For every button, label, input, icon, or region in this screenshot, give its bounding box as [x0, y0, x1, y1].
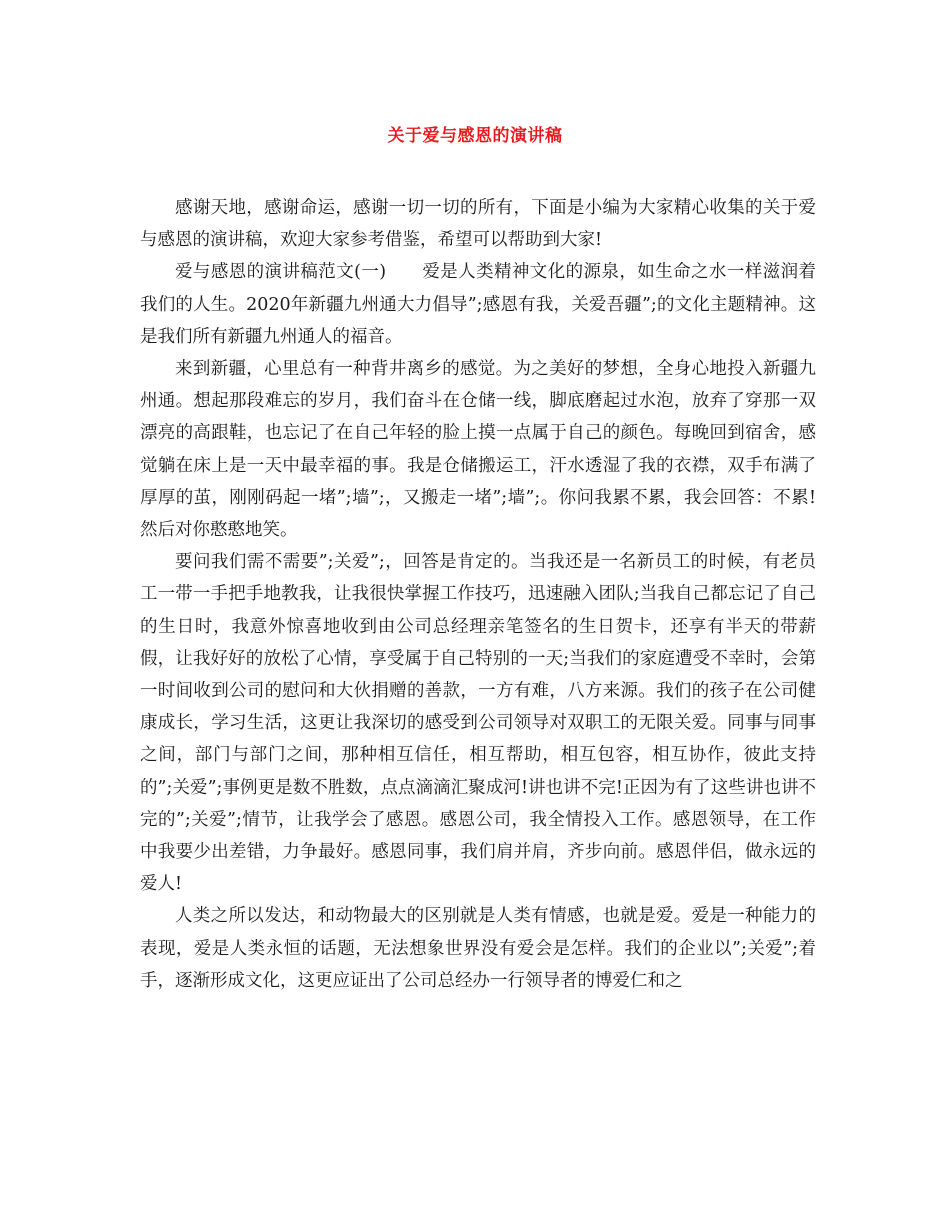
paragraph-intro: 感谢天地，感谢命运，感谢一切一切的所有，下面是小编为大家精心收集的关于爱与感恩的演讲稿，欢迎大家参考借鉴，希望可以帮助到大家!	[140, 198, 816, 251]
document-title: 关于爱与感恩的演讲稿	[387, 126, 563, 146]
paragraph-care: 要问我们需不需要”;关爱”;，回答是肯定的。当我还是一名新员工的时候，有老员工一带一手把手地教我，让我很快掌握工作技巧，迅速融入团队;当我自己都忘记了自己的生日时，我意外惊喜地收到由公司总经理亲笔签名的生日贺卡，还享有半天的带薪假，让我好好的放松了心情，享受属于自己特别的一天;当我们的家庭遭受不幸时，会第一时间收到公司的慰问和大伙捐赠的善款，一方有难，八方来源。我们的孩子在公司健康成长，学习生活，这更让我深切的感受到公司领导对双职工的无限关爱。同事与同事之间，部门与部门之间，那种相互信任，相互帮助，相互包容，相互协作，彼此支持的”;关爱”;事例更是数不胜数，点点滴滴汇聚成河!讲也讲不完!正因为有了这些讲也讲不完的”;关爱”;情节，让我学会了感恩。感恩公司，我全情投入工作。感恩领导，在工作中我要少出差错，力争最好。感恩同事，我们肩并肩，齐步向前。感恩伴侣，做永远的爱人!	[140, 552, 816, 895]
paragraph-xinjiang: 来到新疆，心里总有一种背井离乡的感觉。为之美好的梦想，全身心地投入新疆九州通。想起那段难忘的岁月，我们奋斗在仓储一线，脚底磨起过水泡，放弃了穿那一双漂亮的高跟鞋，也忘记了在自己年轻的脸上摸一点属于自己的颜色。每晚回到宿舍，感觉躺在床上是一天中最幸福的事。我是仓储搬运工，汗水透湿了我的衣襟，双手布满了厚厚的茧，刚刚码起一堵”;墙”;，又搬走一堵”;墙”;。你问我累不累，我会回答：不累!然后对你憨憨地笑。	[140, 359, 816, 541]
document-body	[140, 192, 816, 997]
paragraph-love: 人类之所以发达，和动物最大的区别就是人类有情感，也就是爱。爱是一种能力的表现，爱是人类永恒的话题，无法想象世界没有爱会是怎样。我们的企业以”;关爱”;着手，逐渐形成文化，这更应证出了公司总经办一行领导者的博爱仁和之	[140, 906, 816, 991]
paragraph-sample-one: 爱与感恩的演讲稿范文(一) 爱是人类精神文化的源泉，如生命之水一样滋润着我们的人生。2020年新疆九州通大力倡导”;感恩有我，关爱吾疆”;的文化主题精神。这是我们所有新疆九州通人的福音。	[140, 262, 816, 347]
